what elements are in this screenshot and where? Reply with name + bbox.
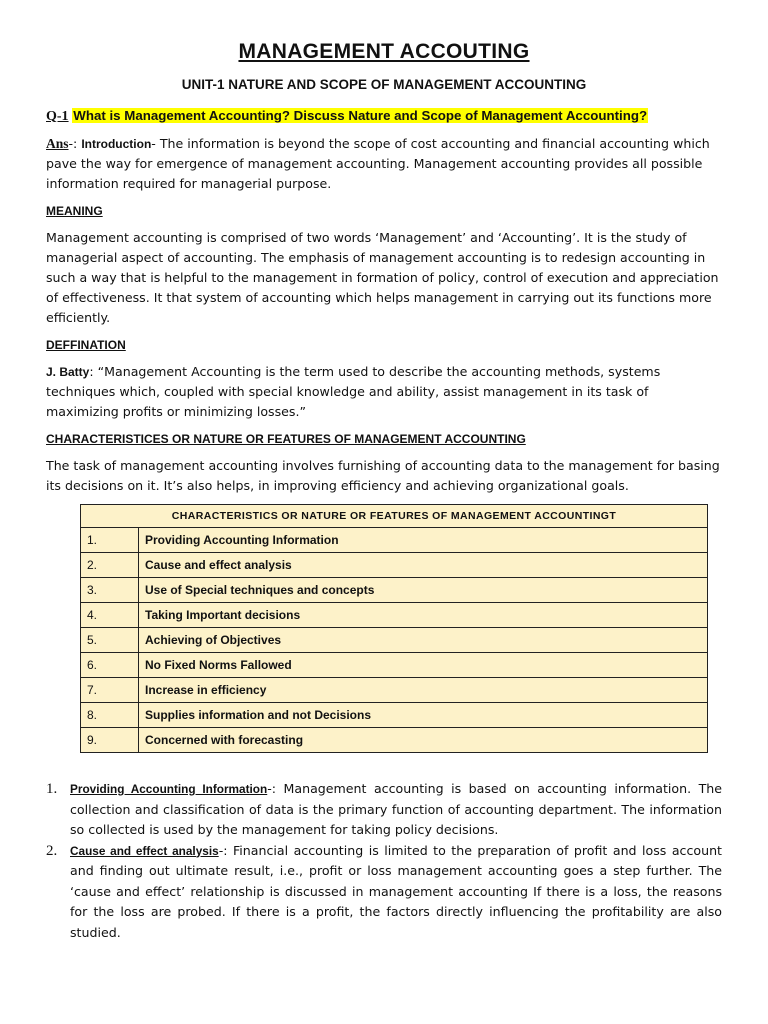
row-number: 2.: [81, 553, 139, 578]
table-row: [81, 653, 708, 678]
definition-heading: DEFFINATION: [46, 338, 126, 352]
row-feature: Use of Special techniques and concepts: [139, 578, 708, 603]
point-label: Cause and effect analysis: [70, 843, 219, 858]
definition-paragraph: [46, 362, 722, 422]
introduction-lead: Introduction: [81, 137, 152, 151]
answer-sep: -:: [68, 136, 82, 151]
answer-label: Ans: [46, 136, 69, 151]
table-row: [81, 703, 708, 728]
unit-subtitle: UNIT-1 NATURE AND SCOPE OF MANAGEMENT ACCOUNTING: [181, 77, 587, 92]
definition-author: J. Batty: [46, 365, 90, 379]
table-header-row: [81, 505, 708, 528]
point-label: Providing Accounting Information: [70, 782, 268, 796]
row-number: 9.: [81, 728, 139, 753]
document-title: MANAGEMENT ACCOUTING: [238, 40, 530, 63]
definition-text: : “Management Accounting is the term used to describe the accounting methods, systems techniques which, coupled with special knowledge and ability, assist management in its task of maximizing profits or minimizing losses.”: [46, 364, 661, 419]
question-line: [46, 107, 722, 126]
list-item: [46, 779, 722, 841]
row-number: 6.: [81, 653, 139, 678]
table-row: [81, 628, 708, 653]
row-feature: No Fixed Norms Fallowed: [139, 653, 708, 678]
introduction-text: - The information is beyond the scope of cost accounting and financial accounting which pave the way for emergence of management accounting. Management accounting provides all possible information required for managerial purpose.: [46, 136, 710, 191]
table-row: [81, 553, 708, 578]
row-feature: Supplies information and not Decisions: [139, 703, 708, 728]
row-number: 7.: [81, 678, 139, 703]
row-feature: Concerned with forecasting: [139, 728, 708, 753]
table-row: [81, 603, 708, 628]
row-feature: Providing Accounting Information: [139, 528, 708, 553]
row-feature: Cause and effect analysis: [139, 553, 708, 578]
row-number: 1.: [81, 528, 139, 553]
table-row: [81, 678, 708, 703]
document-page: [46, 40, 722, 943]
point-number: 2.: [46, 842, 58, 859]
row-feature: Taking Important decisions: [139, 603, 708, 628]
question-text-highlighted: What is Management Accounting? Discuss Nature and Scope of Management Accounting?: [73, 108, 648, 123]
row-number: 5.: [81, 628, 139, 653]
points-list: [46, 779, 722, 943]
point-text: Management accounting is based on accounting information. The collection and classification of data is the primary function of accounting department. The information so collected is used by the management for taking policy decisions.: [70, 781, 723, 837]
characteristics-table: [80, 504, 708, 753]
question-number: Q-1: [46, 109, 69, 124]
table-row: [81, 728, 708, 753]
table-body: [81, 528, 708, 753]
meaning-paragraph: Management accounting is comprised of two words ‘Management’ and ‘Accounting’. It is the study of managerial aspect of accounting. The emphasis of management accounting is to redesign accounting in such a way that is helpful to the management in formation of policy, control of execution and appreciation of effectiveness. It that system of accounting which helps management in carrying out its functions more efficiently.: [46, 230, 719, 325]
table-row: [81, 528, 708, 553]
list-item: [46, 841, 722, 944]
meaning-heading: MEANING: [46, 204, 103, 218]
point-sep: -:: [267, 781, 284, 796]
row-number: 4.: [81, 603, 139, 628]
row-number: 3.: [81, 578, 139, 603]
answer-intro-paragraph: [46, 134, 722, 194]
table-header: CHARACTERISTICS OR NATURE OR FEATURES OF MANAGEMENT ACCOUNTINGT: [81, 505, 708, 528]
characteristics-heading: CHARACTERISTICES OR NATURE OR FEATURES OF MANAGEMENT ACCOUNTING: [46, 432, 526, 446]
row-feature: Achieving of Objectives: [139, 628, 708, 653]
point-number: 1.: [46, 781, 58, 797]
point-sep: -:: [218, 842, 233, 858]
row-number: 8.: [81, 703, 139, 728]
point-text: Financial accounting is limited to the preparation of profit and loss account and finding out ultimate result, i.e., profit or loss management accounting goes a step further. The ‘cause and effect’ relationship is discussed in management accounting If there is a loss, the reasons for the loss are probed. If there is a profit, the factors directly influencing the profitability are also studied.: [70, 842, 722, 940]
table-row: [81, 578, 708, 603]
row-feature: Increase in efficiency: [139, 678, 708, 703]
characteristics-intro: The task of management accounting involves furnishing of accounting data to the management for basing its decisions on it. It’s also helps, in improving efficiency and achieving organizational goals.: [46, 458, 720, 493]
